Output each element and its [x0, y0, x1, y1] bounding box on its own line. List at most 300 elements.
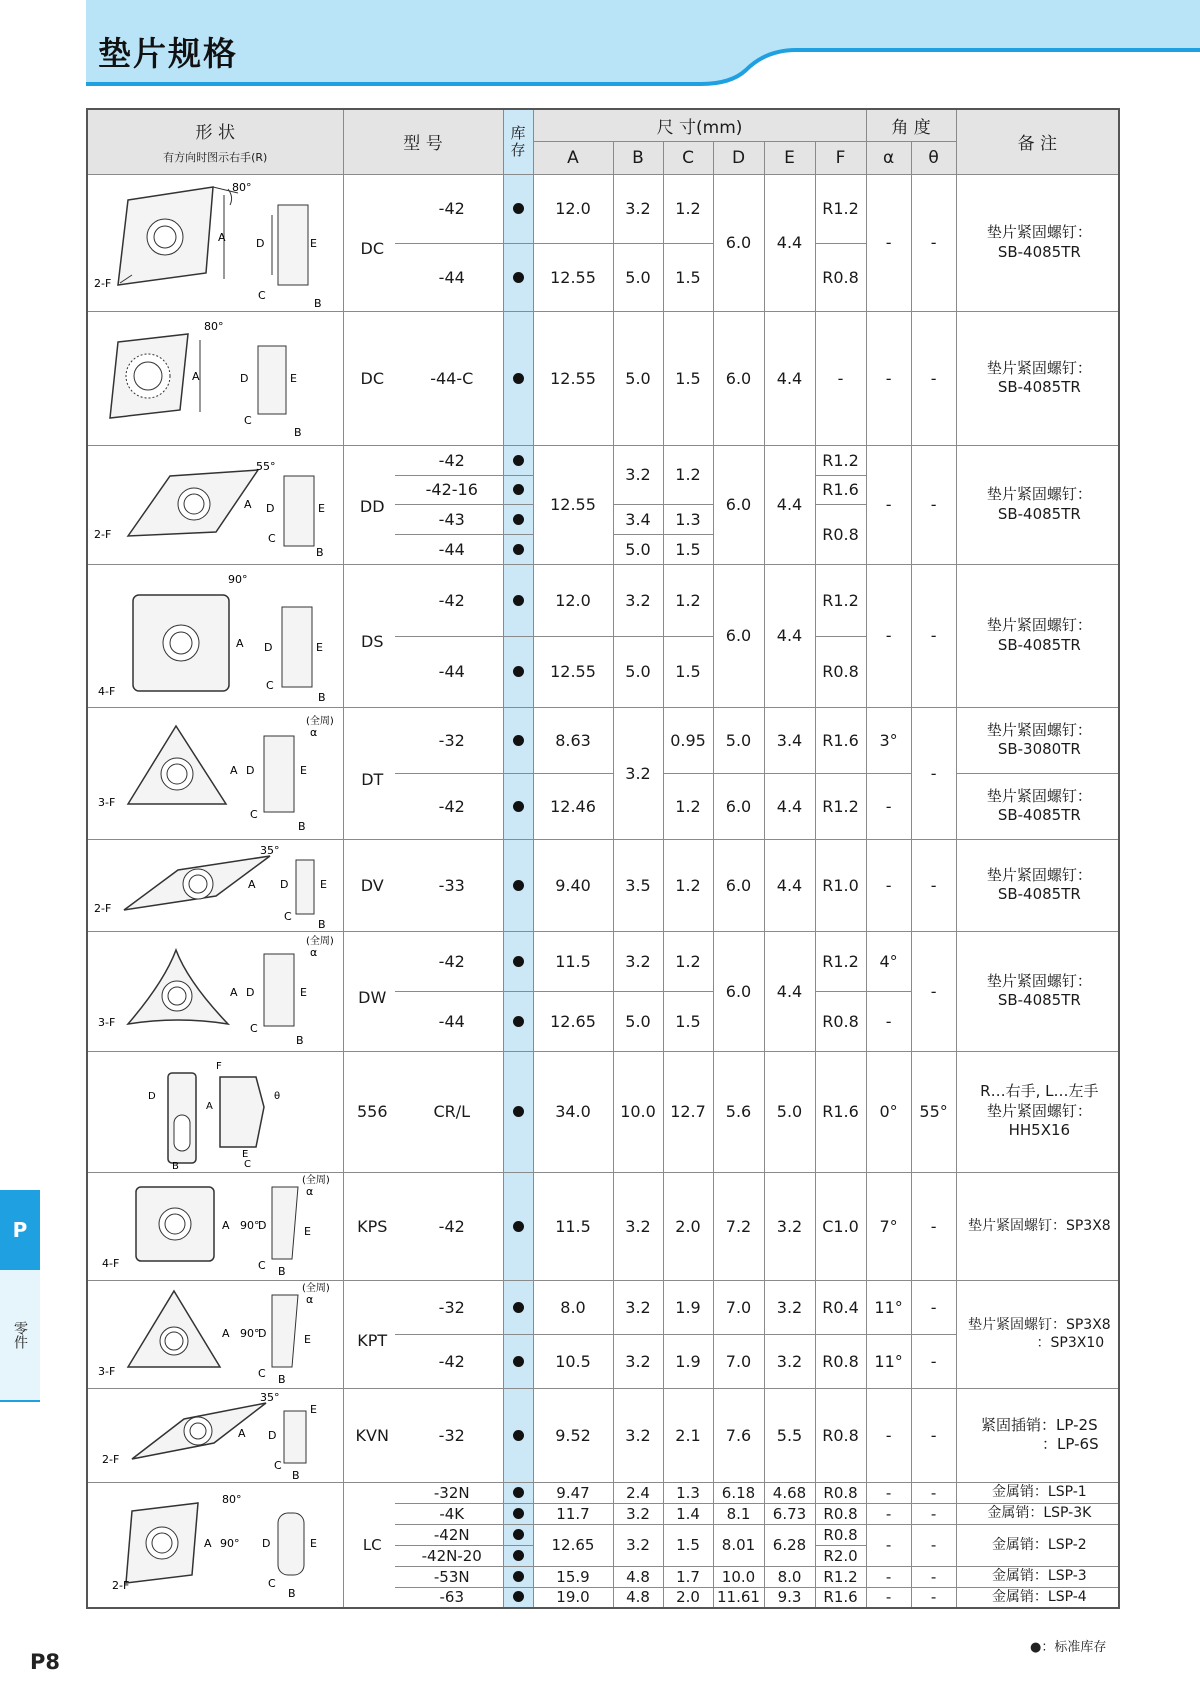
svg-text:D: D [266, 501, 275, 515]
stock-dot [503, 1172, 533, 1280]
svg-text:2-F: 2-F [102, 1453, 120, 1466]
svg-text:(全周): (全周) [306, 936, 334, 947]
cell-alpha: - [866, 1566, 911, 1587]
header-model: 型 号 [343, 109, 503, 174]
svg-text:3-F: 3-F [98, 1365, 116, 1378]
cell-alpha: - [866, 1503, 911, 1524]
svg-text:C: C [284, 910, 292, 923]
cell-theta: - [911, 1334, 956, 1388]
cell-e: 5.5 [764, 1388, 815, 1482]
cell-alpha: - [866, 1482, 911, 1503]
series-ds: DS [343, 564, 395, 707]
model-code: -42N-20 [395, 1545, 503, 1566]
svg-text:E: E [316, 640, 323, 654]
svg-text:D: D [258, 1219, 267, 1232]
shape-drawing-dw [87, 931, 343, 1051]
cell-d: 6.0 [713, 311, 764, 445]
stock-dot [503, 1524, 533, 1545]
cell-theta: - [911, 707, 956, 839]
svg-text:E: E [300, 764, 307, 777]
cell-c: 1.9 [663, 1334, 713, 1388]
cell-a: 9.52 [533, 1388, 613, 1482]
cell-b: 3.2 [613, 1172, 663, 1280]
cell-a: 15.9 [533, 1566, 613, 1587]
cell-c: 12.7 [663, 1051, 713, 1172]
table-row [87, 1051, 1119, 1172]
cell-d: 7.0 [713, 1280, 764, 1334]
series-lc: LC [343, 1482, 395, 1608]
cell-b: 3.4 [613, 504, 663, 534]
cell-theta: - [911, 839, 956, 931]
svg-text:2-F: 2-F [112, 1578, 130, 1592]
stock-dot [503, 504, 533, 534]
svg-text:F: F [216, 1060, 222, 1072]
cell-note: 垫片紧固螺钉： SB-4085TR [956, 931, 1119, 1051]
stock-dot [503, 1566, 533, 1587]
cell-note: 金属销：LSP-3 [956, 1566, 1119, 1587]
cell-a: 12.65 [533, 1524, 613, 1566]
cell-alpha: - [866, 773, 911, 839]
cell-a: 12.55 [533, 445, 613, 564]
svg-text:A: A [238, 1427, 246, 1440]
svg-text:D: D [256, 236, 265, 250]
model-code: -44 [395, 244, 503, 312]
cell-e: 6.73 [764, 1503, 815, 1524]
cell-b: 10.0 [613, 1051, 663, 1172]
cell-alpha: 11° [866, 1280, 911, 1334]
cell-alpha: - [866, 839, 911, 931]
header-col-b: B [613, 141, 663, 174]
svg-text:E: E [310, 236, 317, 250]
side-tab-p[interactable]: P [0, 1190, 40, 1270]
table-row [87, 707, 1119, 773]
svg-text:3-F: 3-F [98, 1016, 116, 1029]
header-col-e: E [764, 141, 815, 174]
svg-text:C: C [258, 1367, 266, 1380]
cell-f: R0.8 [815, 636, 866, 707]
header-col-d: D [713, 141, 764, 174]
header-col-alpha: α [866, 141, 911, 174]
stock-dot [503, 1482, 533, 1503]
stock-dot [503, 931, 533, 991]
cell-c: 2.0 [663, 1172, 713, 1280]
table-row [87, 1388, 1119, 1482]
cell-theta: - [911, 1388, 956, 1482]
page-number: P8 [30, 1650, 61, 1674]
model-code: -32N [395, 1482, 503, 1503]
cell-theta: - [911, 311, 956, 445]
stock-dot [503, 445, 533, 475]
model-code: -44-C [395, 311, 503, 445]
svg-text:(全周): (全周) [306, 716, 334, 727]
cell-b: 3.2 [613, 1280, 663, 1334]
cell-note: 垫片紧固螺钉： SB-4085TR [956, 564, 1119, 707]
cell-alpha: 3° [866, 707, 911, 773]
cell-b: 3.2 [613, 931, 663, 991]
table-row [87, 311, 1119, 445]
cell-b: 3.2 [613, 564, 663, 636]
cell-c: 1.3 [663, 1482, 713, 1503]
cell-e: 3.4 [764, 707, 815, 773]
cell-b: 3.2 [613, 707, 663, 839]
cell-a: 9.47 [533, 1482, 613, 1503]
cell-f: R1.6 [815, 1051, 866, 1172]
stock-dot [503, 636, 533, 707]
cell-b: 3.2 [613, 174, 663, 244]
svg-text:90°: 90° [240, 1327, 260, 1340]
cell-c: 2.1 [663, 1388, 713, 1482]
svg-text:α: α [306, 1293, 314, 1306]
cell-f: R1.0 [815, 839, 866, 931]
svg-text:E: E [310, 1536, 317, 1550]
series-dd: DD [343, 445, 395, 564]
cell-b: 5.0 [613, 636, 663, 707]
header-stock: 库存 [503, 109, 533, 174]
svg-text:2-F: 2-F [94, 276, 112, 290]
svg-text:A: A [192, 370, 200, 383]
series-dv: DV [343, 839, 395, 931]
cell-note: R…右手, L…左手 垫片紧固螺钉： HH5X16 [956, 1051, 1119, 1172]
cell-c: 1.2 [663, 564, 713, 636]
cell-a: 19.0 [533, 1587, 613, 1608]
cell-e: 4.4 [764, 839, 815, 931]
cell-b: 5.0 [613, 311, 663, 445]
cell-c: 1.9 [663, 1280, 713, 1334]
cell-theta: - [911, 1587, 956, 1608]
svg-text:B: B [278, 1373, 286, 1386]
cell-e: 3.2 [764, 1172, 815, 1280]
cell-a: 12.0 [533, 174, 613, 244]
shim-spec-table [86, 108, 1120, 1609]
svg-text:D: D [258, 1327, 267, 1340]
cell-theta: - [911, 445, 956, 564]
model-code: -42 [395, 445, 503, 475]
cell-b: 2.4 [613, 1482, 663, 1503]
svg-text:C: C [268, 531, 276, 545]
header-col-theta: θ [911, 141, 956, 174]
svg-text:A: A [248, 878, 256, 891]
page-title: 垫片规格 [98, 34, 238, 73]
svg-text:A: A [218, 230, 226, 244]
cell-alpha: - [866, 174, 911, 311]
cell-e: 3.2 [764, 1280, 815, 1334]
stock-dot [503, 1280, 533, 1334]
stock-dot [503, 839, 533, 931]
svg-text:(全周): (全周) [302, 1283, 330, 1294]
side-tab-parts[interactable]: 零件 [0, 1270, 40, 1402]
cell-f: R0.8 [815, 991, 866, 1051]
svg-text:E: E [318, 501, 325, 515]
stock-dot [503, 311, 533, 445]
svg-text:D: D [280, 878, 289, 891]
cell-b: 5.0 [613, 534, 663, 564]
cell-theta: 55° [911, 1051, 956, 1172]
svg-text:B: B [298, 820, 306, 833]
shape-drawing-dd [87, 445, 343, 564]
cell-note: 金属销：LSP-2 [956, 1524, 1119, 1566]
model-code: -42 [395, 174, 503, 244]
cell-theta: - [911, 1172, 956, 1280]
svg-text:C: C [258, 1259, 266, 1272]
svg-text:A: A [244, 497, 252, 511]
svg-text:C: C [266, 678, 274, 692]
cell-d: 6.0 [713, 174, 764, 311]
cell-note: 垫片紧固螺钉： SB-4085TR [956, 773, 1119, 839]
series-dc: DC [343, 311, 395, 445]
cell-b: 3.2 [613, 1503, 663, 1524]
table-row [87, 839, 1119, 931]
shape-drawing-dc-c [87, 311, 343, 445]
cell-theta: - [911, 564, 956, 707]
svg-text:D: D [268, 1429, 277, 1442]
cell-a: 12.0 [533, 564, 613, 636]
svg-text:D: D [246, 986, 255, 999]
cell-c: 1.2 [663, 931, 713, 991]
svg-text:E: E [320, 878, 327, 891]
table-row [87, 445, 1119, 475]
cell-b: 3.2 [613, 1388, 663, 1482]
cell-f: - [815, 311, 866, 445]
cell-b: 3.2 [613, 445, 663, 504]
cell-alpha: - [866, 311, 911, 445]
cell-a: 34.0 [533, 1051, 613, 1172]
svg-text:B: B [278, 1265, 286, 1278]
cell-theta: - [911, 174, 956, 311]
series-556: 556 [343, 1051, 395, 1172]
stock-dot [503, 1334, 533, 1388]
stock-dot [503, 475, 533, 504]
cell-d: 6.0 [713, 445, 764, 564]
shape-drawing-556 [87, 1051, 343, 1172]
shape-drawing-dt [87, 707, 343, 839]
cell-a: 12.65 [533, 991, 613, 1051]
cell-alpha: 7° [866, 1172, 911, 1280]
svg-text:B: B [296, 1034, 304, 1047]
cell-note: 垫片紧固螺钉：SP3X8 ：SP3X10 [956, 1280, 1119, 1388]
cell-e: 4.4 [764, 773, 815, 839]
model-code: -42 [395, 773, 503, 839]
header-col-c: C [663, 141, 713, 174]
cell-f: R0.8 [815, 1503, 866, 1524]
model-code: -42N [395, 1524, 503, 1545]
cell-alpha: - [866, 1587, 911, 1608]
cell-a: 11.5 [533, 931, 613, 991]
stock-dot [503, 534, 533, 564]
svg-text:α: α [310, 946, 318, 959]
stock-dot [503, 991, 533, 1051]
cell-a: 11.5 [533, 1172, 613, 1280]
cell-d: 7.2 [713, 1172, 764, 1280]
cell-theta: - [911, 1503, 956, 1524]
series-dw: DW [343, 931, 395, 1051]
cell-alpha: - [866, 445, 911, 564]
shape-drawing-ds [87, 564, 343, 707]
header-col-f: F [815, 141, 866, 174]
svg-text:90°: 90° [220, 1536, 240, 1550]
svg-text:A: A [230, 764, 238, 777]
svg-text:E: E [242, 1148, 249, 1160]
cell-c: 1.2 [663, 174, 713, 244]
svg-text:4-F: 4-F [102, 1257, 120, 1270]
svg-text:35°: 35° [260, 844, 280, 857]
cell-e: 9.3 [764, 1587, 815, 1608]
model-code: CR/L [395, 1051, 503, 1172]
cell-e: 4.4 [764, 445, 815, 564]
cell-e: 4.4 [764, 931, 815, 1051]
svg-text:A: A [204, 1536, 212, 1550]
svg-text:80°: 80° [232, 180, 252, 194]
page-header-band [86, 0, 1200, 88]
stock-dot [503, 1587, 533, 1608]
cell-c: 1.5 [663, 991, 713, 1051]
svg-text:E: E [300, 986, 307, 999]
table-row [87, 564, 1119, 636]
cell-a: 9.40 [533, 839, 613, 931]
svg-text:35°: 35° [260, 1391, 280, 1404]
cell-e: 8.0 [764, 1566, 815, 1587]
cell-d: 6.18 [713, 1482, 764, 1503]
svg-text:C: C [274, 1459, 282, 1472]
model-code: -42 [395, 1172, 503, 1280]
svg-text:C: C [250, 1022, 258, 1035]
svg-text:A: A [206, 1100, 213, 1112]
cell-b: 4.8 [613, 1566, 663, 1587]
cell-note: 垫片紧固螺钉： SB-3080TR [956, 707, 1119, 773]
cell-c: 1.3 [663, 504, 713, 534]
model-code: -42 [395, 564, 503, 636]
cell-alpha: - [866, 564, 911, 707]
stock-dot [503, 773, 533, 839]
cell-note: 垫片紧固螺钉： SB-4085TR [956, 174, 1119, 311]
cell-note: 垫片紧固螺钉： SB-4085TR [956, 311, 1119, 445]
shape-drawing-kps [87, 1172, 343, 1280]
cell-c: 1.2 [663, 445, 713, 504]
svg-text:D: D [262, 1536, 271, 1550]
cell-a: 11.7 [533, 1503, 613, 1524]
cell-c: 1.2 [663, 839, 713, 931]
cell-b: 3.2 [613, 1334, 663, 1388]
cell-d: 6.0 [713, 931, 764, 1051]
svg-text:α: α [306, 1185, 314, 1198]
header-col-a: A [533, 141, 613, 174]
cell-f: R0.8 [815, 1524, 866, 1545]
svg-text:B: B [288, 1586, 296, 1600]
cell-b: 3.2 [613, 1524, 663, 1566]
stock-dot [503, 707, 533, 773]
cell-f: R0.8 [815, 1388, 866, 1482]
cell-c: 1.4 [663, 1503, 713, 1524]
svg-text:E: E [304, 1333, 311, 1346]
cell-f: C1.0 [815, 1172, 866, 1280]
series-kpt: KPT [343, 1280, 395, 1388]
svg-text:80°: 80° [222, 1492, 242, 1506]
svg-text:4-F: 4-F [98, 684, 116, 698]
cell-d: 6.0 [713, 839, 764, 931]
cell-f: R1.6 [815, 1587, 866, 1608]
cell-c: 2.0 [663, 1587, 713, 1608]
cell-note: 金属销：LSP-3K [956, 1503, 1119, 1524]
cell-e: 4.4 [764, 174, 815, 311]
cell-d: 10.0 [713, 1566, 764, 1587]
series-kps: KPS [343, 1172, 395, 1280]
stock-dot [503, 244, 533, 312]
cell-b: 4.8 [613, 1587, 663, 1608]
svg-text:A: A [222, 1327, 230, 1340]
model-code: -42-16 [395, 475, 503, 504]
svg-text:E: E [290, 372, 297, 385]
shape-drawing-lc [87, 1482, 343, 1608]
table-row [87, 1482, 1119, 1503]
table-row [87, 931, 1119, 991]
stock-dot [503, 1503, 533, 1524]
svg-text:B: B [292, 1469, 300, 1481]
cell-note: 垫片紧固螺钉：SP3X8 [956, 1172, 1119, 1280]
svg-text:D: D [246, 764, 255, 777]
model-code: -42 [395, 1334, 503, 1388]
model-code: -33 [395, 839, 503, 931]
cell-f: R1.6 [815, 707, 866, 773]
cell-f: R0.8 [815, 1334, 866, 1388]
cell-alpha: 0° [866, 1051, 911, 1172]
cell-d: 5.6 [713, 1051, 764, 1172]
cell-e: 4.4 [764, 564, 815, 707]
svg-text:D: D [264, 640, 273, 654]
model-code: -42 [395, 931, 503, 991]
header-note: 备 注 [956, 109, 1119, 174]
stock-dot [503, 564, 533, 636]
cell-c: 1.7 [663, 1566, 713, 1587]
cell-a: 12.55 [533, 636, 613, 707]
cell-b: 3.5 [613, 839, 663, 931]
shape-drawing-dv [87, 839, 343, 931]
cell-f: R0.8 [815, 1482, 866, 1503]
shape-drawing-kpt [87, 1280, 343, 1388]
stock-dot [503, 174, 533, 244]
cell-f: R0.8 [815, 504, 866, 564]
model-code: -44 [395, 991, 503, 1051]
svg-text:A: A [236, 636, 244, 650]
svg-text:C: C [258, 288, 266, 302]
cell-f: R1.2 [815, 773, 866, 839]
cell-c: 1.5 [663, 636, 713, 707]
cell-a: 12.55 [533, 244, 613, 312]
cell-e: 5.0 [764, 1051, 815, 1172]
cell-e: 4.4 [764, 311, 815, 445]
cell-a: 8.0 [533, 1280, 613, 1334]
cell-a: 12.46 [533, 773, 613, 839]
svg-text:θ: θ [274, 1090, 281, 1102]
cell-d: 8.01 [713, 1524, 764, 1566]
svg-text:C: C [244, 1158, 251, 1170]
cell-e: 4.68 [764, 1482, 815, 1503]
cell-d: 7.6 [713, 1388, 764, 1482]
shape-drawing-dc [87, 174, 343, 311]
cell-f: R1.2 [815, 174, 866, 244]
svg-text:2-F: 2-F [94, 902, 112, 915]
cell-f: R2.0 [815, 1545, 866, 1566]
cell-d: 11.61 [713, 1587, 764, 1608]
table-row [87, 1280, 1119, 1334]
cell-f: R1.2 [815, 445, 866, 475]
table-row [87, 1172, 1119, 1280]
stock-dot [503, 1545, 533, 1566]
svg-text:D: D [148, 1090, 156, 1102]
header-angle: 角 度 [866, 109, 956, 141]
cell-d: 6.0 [713, 564, 764, 707]
model-code: -44 [395, 534, 503, 564]
cell-alpha: - [866, 1524, 911, 1566]
svg-text:55°: 55° [256, 459, 276, 473]
